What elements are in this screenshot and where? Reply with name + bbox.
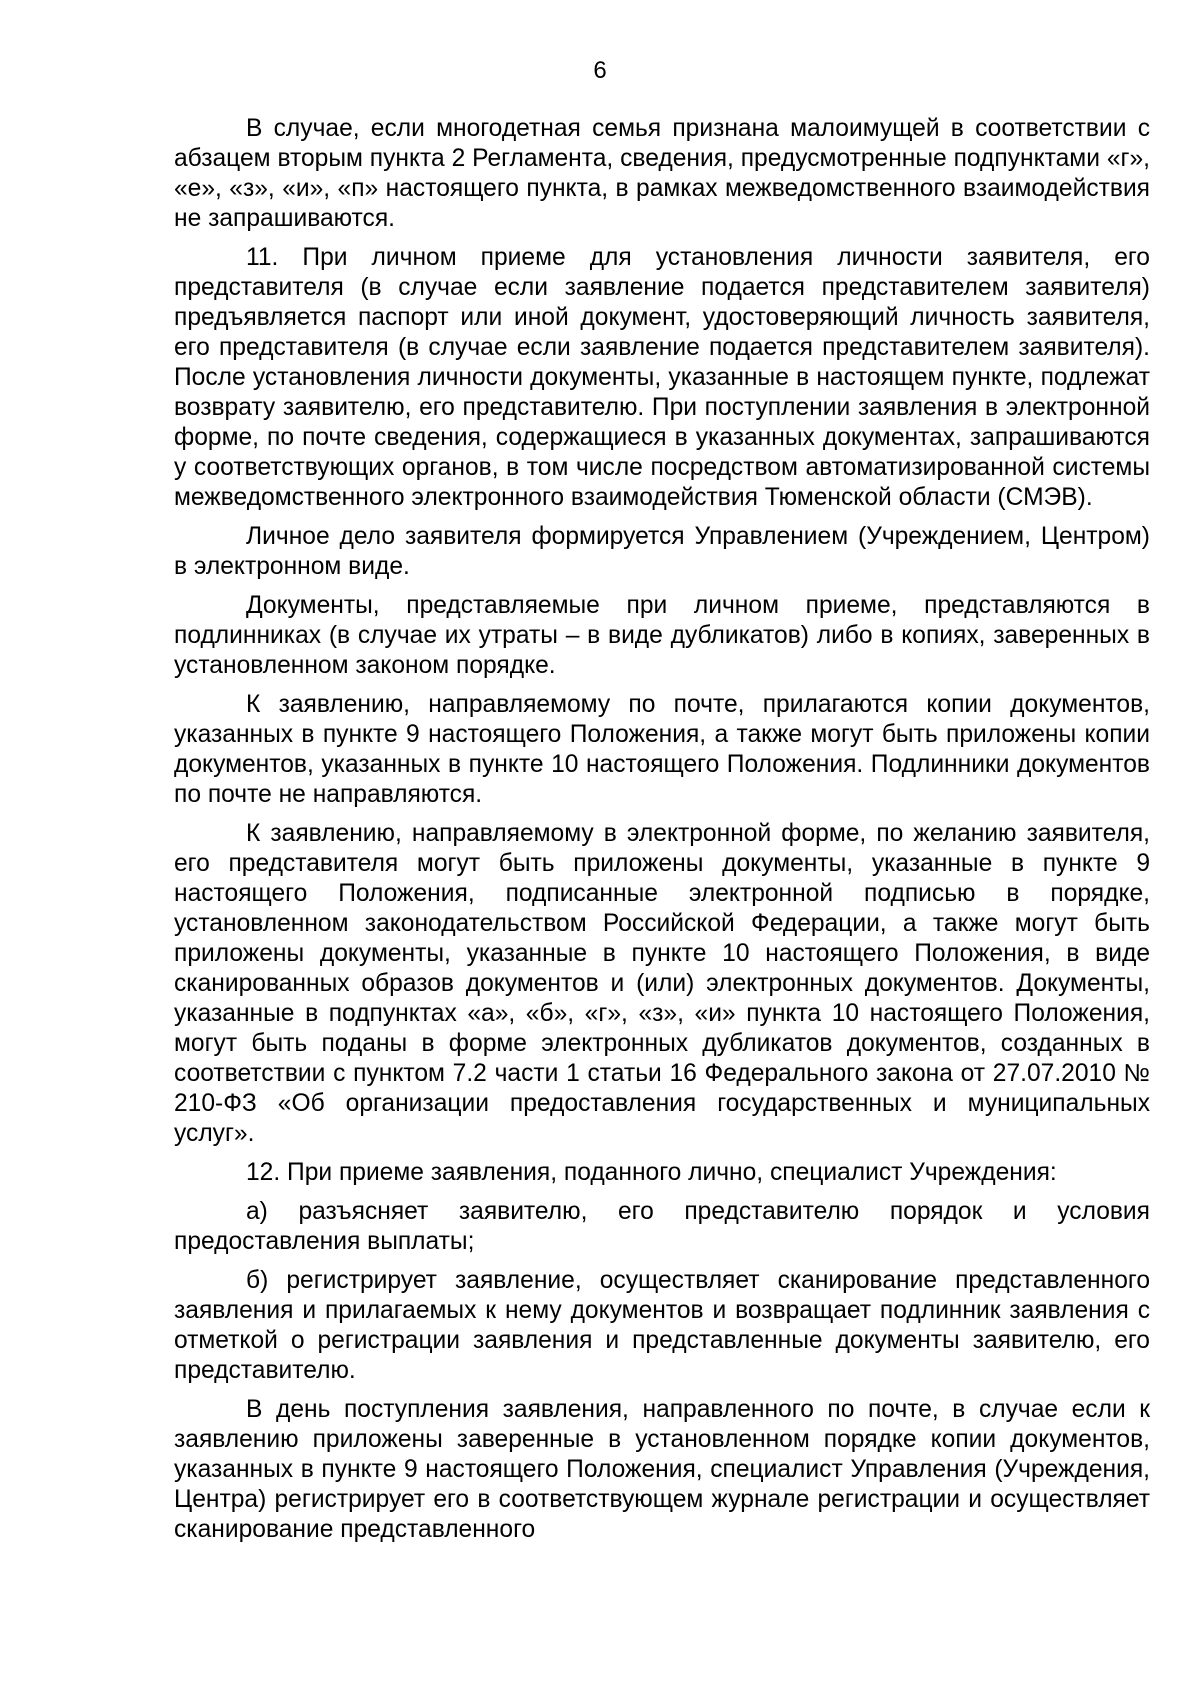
paragraph-originals: Документы, представляемые при личном приеме, представляются в подлинниках (в случае их утраты – в виде дубликатов) либо в копиях, заверенных в установленном законом порядке.: [174, 592, 1150, 679]
paragraph-12-intro: 12. При приеме заявления, поданного лично, специалист Учреждения:: [246, 1159, 1057, 1186]
paragraph-low-income-note: В случае, если многодетная семья признана малоимущей в соответствии с абзацем вторым пункта 2 Регламента, сведения, предусмотренные подпунктами «г», «е», «з», «и», «п» настоящего пункта, в рамках межведомственного взаимодействия не запрашиваются.: [174, 115, 1150, 232]
paragraph-electronic-application: К заявлению, направляемому в электронной форме, по желанию заявителя, его представителя могут быть приложены документы, указанные в пункте 9 настоящего Положения, подписанные электронной подписью в порядке, установленном законодательством Российской Федерации, а также могут быть приложены документы, указанные в пункте 10 настоящего Положения, в виде сканированных образов документов и (или) электронных документов. Документы, указанные в подпунктах «а», «б», «г», «з», «и» пункта 10 настоящего Положения, могут быть поданы в форме электронных дубликатов документов, созданных в соответствии с пунктом 7.2 части 1 статьи 16 Федерального закона от 27.07.2010 № 210-ФЗ «Об организации предоставления государственных и муниципальных услуг».: [174, 820, 1150, 1147]
document-body: [174, 114, 1150, 1554]
paragraph-12-item-a: а) разъясняет заявителю, его представителю порядок и условия предоставления выплаты;: [174, 1198, 1150, 1255]
page-number: 6: [593, 57, 607, 84]
paragraph-11-identity: 11. При личном приеме для установления личности заявителя, его представителя (в случае если заявление подается представителем заявителя) предъявляется паспорт или иной документ, удостоверяющий личность заявителя, его представителя (в случае если заявление подается представителем заявителя). После установления личности документы, указанные в настоящем пункте, подлежат возврату заявителю, его представителю. При поступлении заявления в электронной форме, по почте сведения, содержащиеся в указанных документах, запрашиваются у соответствующих органов, в том числе посредством автоматизированной системы межведомственного электронного взаимодействия Тюменской области (СМЭВ).: [174, 244, 1150, 511]
paragraph-12-item-b: б) регистрирует заявление, осуществляет сканирование представленного заявления и прилагаемых к нему документов и возвращает подлинник заявления с отметкой о регистрации заявления и представленные документы заявителю, его представителю.: [174, 1267, 1150, 1384]
paragraph-postal-registration: В день поступления заявления, направленного по почте, в случае если к заявлению приложены заверенные в установленном порядке копии документов, указанных в пункте 9 настоящего Положения, специалист Управления (Учреждения, Центра) регистрирует его в соответствующем журнале регистрации и осуществляет сканирование представленного: [174, 1396, 1150, 1543]
paragraph-personal-file: Личное дело заявителя формируется Управлением (Учреждением, Центром) в электронном виде.: [174, 523, 1150, 580]
paragraph-postal-application: К заявлению, направляемому по почте, прилагаются копии документов, указанных в пункте 9 настоящего Положения, а также могут быть приложены копии документов, указанных в пункте 10 настоящего Положения. Подлинники документов по почте не направляются.: [174, 691, 1150, 808]
